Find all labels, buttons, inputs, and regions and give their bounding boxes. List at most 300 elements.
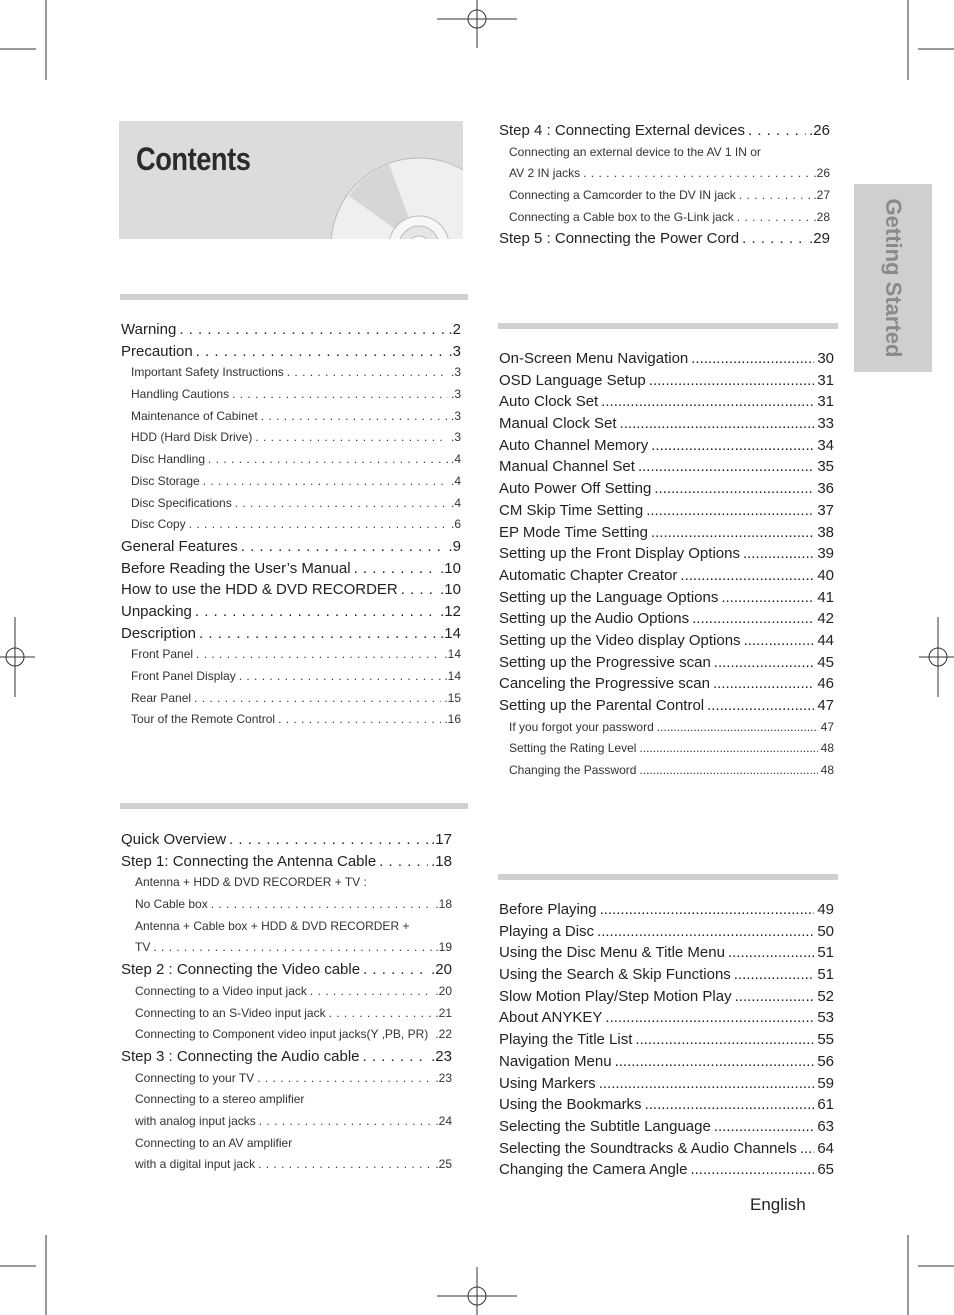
toc-section-external <box>499 120 830 250</box>
toc-entry-page: .3 <box>450 365 461 380</box>
toc-entry <box>121 601 461 623</box>
toc-entry-title: Connecting to an S-Video input jack <box>135 1005 326 1020</box>
page-title: Contents <box>136 141 251 177</box>
toc-entry-page: .16 <box>444 712 461 727</box>
toc-section-setup <box>121 319 461 731</box>
toc-leader-dots <box>680 565 814 587</box>
toc-entry <box>499 652 834 674</box>
toc-entry-title: Selecting the Soundtracks & Audio Channels <box>499 1139 797 1157</box>
toc-entry-page: .29 <box>809 230 830 248</box>
toc-section-connecting <box>121 829 452 1176</box>
toc-leader-dots <box>728 942 814 964</box>
toc-leader-dots <box>195 601 437 623</box>
toc-leader-dots <box>211 894 433 916</box>
toc-entry-page: 51 <box>817 944 834 962</box>
toc-entry <box>121 514 461 536</box>
toc-entry-title: Connecting a Camcorder to the DV IN jack <box>509 188 736 203</box>
toc-entry-page: 53 <box>817 1009 834 1027</box>
toc-leader-dots <box>714 652 815 674</box>
toc-leader-dots <box>583 163 810 185</box>
toc-entry <box>499 695 834 717</box>
toc-leader-dots <box>692 608 814 630</box>
toc-entry-title: Setting up the Parental Control <box>499 697 705 714</box>
toc-leader-dots <box>721 587 814 609</box>
toc-entry <box>499 522 834 544</box>
toc-entry-page: .2 <box>448 321 461 338</box>
toc-entry <box>499 120 830 142</box>
toc-entry <box>121 1024 452 1046</box>
toc-entry-title: Setting up the Progressive scan <box>499 653 711 671</box>
toc-leader-dots <box>654 478 814 500</box>
toc-entry <box>121 341 461 363</box>
toc-entry-title: Using Markers <box>499 1074 596 1092</box>
toc-entry-title: General Features <box>121 537 238 555</box>
language-label: English <box>750 1195 806 1214</box>
toc-entry-page: .9 <box>448 537 461 555</box>
section-tab-label: Getting Started <box>881 198 906 358</box>
toc-entry-page: 64 <box>817 1139 834 1157</box>
toc-entry <box>121 362 461 384</box>
disc-icon <box>329 156 463 239</box>
toc-entry-page: 55 <box>817 1031 834 1049</box>
toc-entry <box>121 894 452 916</box>
toc-section-playback <box>499 899 834 1181</box>
toc-entry <box>121 981 452 1003</box>
toc-leader-dots <box>255 427 448 449</box>
toc-leader-dots <box>232 384 448 406</box>
toc-leader-dots <box>329 1003 433 1025</box>
toc-entry-title: Setting up the Audio Options <box>499 610 690 628</box>
toc-entry <box>499 717 834 739</box>
toc-entry-page: .3 <box>450 387 461 402</box>
toc-entry-title: Selecting the Subtitle Language <box>499 1117 711 1135</box>
toc-entry-page: .23 <box>431 1047 452 1065</box>
toc-entry-page: .20 <box>435 983 452 998</box>
toc-entry-title: Connecting to an AV amplifier <box>135 1135 293 1150</box>
toc-leader-dots <box>748 120 806 142</box>
toc-entry-page: 31 <box>817 393 834 411</box>
toc-entry <box>121 916 452 938</box>
toc-leader-dots <box>310 981 432 1003</box>
toc-entry-page: .26 <box>809 122 830 139</box>
toc-leader-dots <box>605 1007 814 1029</box>
toc-leader-dots <box>744 630 815 652</box>
toc-leader-dots <box>354 558 438 580</box>
toc-leader-dots <box>196 644 441 666</box>
toc-leader-dots <box>620 413 815 435</box>
toc-entry-title: Rear Panel <box>131 690 192 705</box>
toc-leader-dots <box>153 937 432 959</box>
toc-entry <box>499 1116 834 1138</box>
toc-leader-dots <box>707 695 814 717</box>
toc-leader-dots <box>235 493 448 515</box>
toc-entry-title: Using the Bookmarks <box>499 1096 642 1114</box>
toc-entry-page: .18 <box>431 852 452 870</box>
toc-entry <box>499 142 830 164</box>
toc-entry-page: .3 <box>448 342 461 360</box>
toc-entry-title: Before Reading the User’s Manual <box>121 559 351 577</box>
toc-leader-dots <box>287 362 448 384</box>
toc-entry-page: .14 <box>444 669 461 683</box>
toc-leader-dots <box>615 1051 815 1073</box>
toc-leader-dots <box>401 579 437 601</box>
toc-entry-title: Unpacking <box>121 602 192 620</box>
toc-entry-page: .4 <box>450 452 461 467</box>
toc-entry <box>499 163 830 185</box>
toc-entry-page: 42 <box>817 610 834 628</box>
toc-leader-dots <box>651 435 814 457</box>
toc-entry-page: .18 <box>435 897 452 912</box>
toc-entry <box>499 456 834 478</box>
toc-entry <box>499 1073 834 1095</box>
toc-entry-title: Warning <box>121 321 177 338</box>
toc-entry-title: Before Playing <box>499 901 597 918</box>
toc-entry <box>121 558 461 580</box>
toc-entry-title: Using the Disc Menu & Title Menu <box>499 944 725 962</box>
toc-entry-title: Connecting to a stereo amplifier <box>135 1092 305 1107</box>
toc-entry <box>499 964 834 986</box>
toc-entry-title: If you forgot your password <box>509 719 654 734</box>
toc-entry-page: 61 <box>817 1096 834 1114</box>
toc-leader-dots <box>742 228 806 250</box>
toc-leader-dots <box>600 899 815 921</box>
toc-entry-page: 56 <box>817 1052 834 1070</box>
toc-entry-title: TV <box>135 940 151 955</box>
toc-entry-title: with analog input jacks <box>135 1113 256 1128</box>
toc-entry <box>499 348 834 370</box>
toc-leader-dots <box>691 348 814 370</box>
toc-entry-page: 45 <box>817 653 834 671</box>
toc-entry-page: 40 <box>817 566 834 584</box>
toc-entry-page: 52 <box>817 987 834 1005</box>
toc-entry-page: 31 <box>817 371 834 389</box>
toc-entry-title: Disc Specifications <box>131 495 232 510</box>
toc-leader-dots <box>431 1024 432 1046</box>
toc-entry <box>499 986 834 1008</box>
toc-entry-title: Using the Search & Skip Functions <box>499 966 731 984</box>
toc-leader-dots <box>735 986 815 1008</box>
toc-entry-page: 37 <box>817 501 834 519</box>
toc-entry <box>499 1094 834 1116</box>
toc-leader-dots <box>194 688 441 710</box>
toc-entry <box>499 500 834 522</box>
toc-leader-dots <box>363 959 428 981</box>
toc-leader-dots <box>196 341 446 363</box>
toc-entry-title: On-Screen Menu Navigation <box>499 350 689 367</box>
toc-entry-title: Canceling the Progressive scan <box>499 675 710 693</box>
toc-entry-page: 51 <box>817 966 834 984</box>
toc-entry-page: .10 <box>440 559 461 577</box>
toc-entry <box>499 630 834 652</box>
toc-entry <box>121 937 452 959</box>
toc-leader-dots <box>645 1094 815 1116</box>
toc-entry-page: 30 <box>817 350 834 367</box>
toc-leader-dots <box>639 738 817 760</box>
toc-entry-title: Step 5 : Connecting the Power Cord <box>499 230 740 248</box>
toc-entry-title: Navigation Menu <box>499 1052 612 1070</box>
toc-entry-title: Disc Storage <box>131 473 200 488</box>
toc-entry-page: 34 <box>817 436 834 454</box>
toc-entry-title: Quick Overview <box>121 831 227 848</box>
toc-entry <box>121 1089 452 1111</box>
toc-entry <box>121 536 461 558</box>
toc-leader-dots <box>199 623 437 645</box>
toc-entry-title: Changing the Password <box>509 763 637 778</box>
toc-entry <box>121 709 461 731</box>
toc-entry <box>499 1029 834 1051</box>
toc-entry <box>499 228 830 250</box>
toc-leader-dots <box>635 1029 814 1051</box>
toc-entry-page: .12 <box>440 602 461 620</box>
toc-entry <box>499 738 834 760</box>
toc-entry <box>499 413 834 435</box>
toc-entry <box>121 1046 452 1068</box>
toc-entry-title: Setting up the Video display Options <box>499 631 741 649</box>
toc-entry <box>121 493 461 515</box>
toc-entry-page: .15 <box>444 690 461 705</box>
section-divider <box>120 294 468 300</box>
toc-entry-title: Connecting a Cable box to the G-Link jack <box>509 209 734 224</box>
toc-leader-dots <box>739 185 811 207</box>
toc-entry <box>499 1159 834 1181</box>
toc-entry-page: 39 <box>817 545 834 563</box>
toc-entry-title: Connecting to your TV <box>135 1070 255 1085</box>
toc-entry-page: .4 <box>450 495 461 510</box>
toc-leader-dots <box>257 1068 432 1090</box>
toc-leader-dots <box>597 921 814 943</box>
toc-entry-page: .28 <box>813 209 830 224</box>
toc-entry <box>499 608 834 630</box>
toc-entry-page: .20 <box>431 961 452 979</box>
toc-entry-title: Manual Clock Set <box>499 415 617 433</box>
toc-entry-title: Antenna + HDD & DVD RECORDER + TV : <box>135 875 367 890</box>
toc-entry <box>121 829 452 851</box>
toc-entry-page: 35 <box>817 458 834 476</box>
toc-entry-title: Setting up the Language Options <box>499 588 719 606</box>
toc-entry-title: EP Mode Time Setting <box>499 523 648 541</box>
toc-entry <box>121 1111 452 1133</box>
toc-entry-page: .25 <box>435 1157 452 1172</box>
toc-entry <box>499 587 834 609</box>
toc-entry-title: with a digital input jack <box>135 1157 256 1172</box>
section-tab <box>854 184 932 372</box>
toc-entry-title: Step 2 : Connecting the Video cable <box>121 961 361 979</box>
toc-entry-page: .14 <box>440 624 461 642</box>
toc-entry-title: Step 1: Connecting the Antenna Cable <box>121 852 377 870</box>
toc-entry-page: .23 <box>435 1070 452 1085</box>
toc-entry-page: 63 <box>817 1117 834 1135</box>
toc-entry-page: 49 <box>817 901 834 918</box>
toc-entry-page: .19 <box>435 940 452 955</box>
toc-entry-title: Front Panel <box>131 647 194 662</box>
toc-entry <box>121 1133 452 1155</box>
toc-entry-title: Changing the Camera Angle <box>499 1161 688 1179</box>
toc-entry-title: Connecting an external device to the AV 1 IN or <box>509 144 761 159</box>
toc-entry-title: HDD (Hard Disk Drive) <box>131 430 253 445</box>
toc-leader-dots <box>601 391 814 413</box>
toc-entry-title: Auto Clock Set <box>499 393 599 411</box>
toc-entry-title: Disc Handling <box>131 452 206 467</box>
toc-leader-dots <box>278 709 441 731</box>
toc-entry-page: .6 <box>450 517 461 532</box>
toc-entry-title: Auto Power Off Setting <box>499 480 652 498</box>
toc-entry-page: 44 <box>817 631 834 649</box>
toc-entry <box>121 644 461 666</box>
toc-entry-page: .4 <box>450 473 461 488</box>
toc-entry-title: Front Panel Display <box>131 669 236 683</box>
toc-entry-page: .17 <box>431 831 452 848</box>
toc-leader-dots <box>379 851 428 873</box>
toc-entry <box>121 1068 452 1090</box>
toc-leader-dots <box>229 829 428 851</box>
toc-entry-title: Important Safety Instructions <box>131 365 284 380</box>
toc-entry-page: .14 <box>444 647 461 662</box>
toc-entry <box>121 319 461 341</box>
toc-entry-page: .22 <box>435 1027 452 1042</box>
toc-entry <box>121 851 452 873</box>
toc-entry-title: Automatic Chapter Creator <box>499 566 678 584</box>
toc-entry-title: Connecting to Component video input jacks(Y ,PB, PR) <box>135 1027 429 1042</box>
toc-leader-dots <box>713 673 814 695</box>
toc-entry <box>121 1003 452 1025</box>
toc-entry <box>121 579 461 601</box>
toc-leader-dots <box>258 1154 432 1176</box>
toc-leader-dots <box>203 471 448 493</box>
toc-entry-title: Playing a Disc <box>499 922 595 940</box>
toc-entry <box>499 1051 834 1073</box>
toc-leader-dots <box>239 666 442 688</box>
toc-entry <box>121 688 461 710</box>
toc-leader-dots <box>657 717 818 739</box>
toc-entry <box>499 435 834 457</box>
toc-leader-dots <box>179 319 445 341</box>
toc-entry <box>499 1007 834 1029</box>
toc-entry-page: 48 <box>820 741 834 756</box>
toc-entry-title: Step 3 : Connecting the Audio cable <box>121 1047 360 1065</box>
title-banner <box>119 121 463 239</box>
toc-entry-page: 33 <box>817 415 834 433</box>
toc-entry <box>499 370 834 392</box>
toc-entry <box>499 478 834 500</box>
toc-entry <box>499 565 834 587</box>
toc-entry <box>121 1154 452 1176</box>
toc-leader-dots <box>599 1073 815 1095</box>
toc-leader-dots <box>189 514 448 536</box>
toc-entry-page: 36 <box>817 480 834 498</box>
toc-leader-dots <box>241 536 446 558</box>
toc-entry <box>499 185 830 207</box>
toc-entry-title: About ANYKEY <box>499 1009 603 1027</box>
toc-leader-dots <box>649 370 815 392</box>
toc-entry <box>499 207 830 229</box>
toc-entry-page: 47 <box>820 719 834 734</box>
toc-leader-dots <box>639 760 817 782</box>
toc-entry-page: 46 <box>817 675 834 693</box>
toc-entry <box>121 872 452 894</box>
toc-entry-page: 65 <box>817 1161 834 1179</box>
toc-entry-title: Step 4 : Connecting External devices <box>499 122 745 139</box>
toc-entry-title: How to use the HDD & DVD RECORDER <box>121 581 398 599</box>
toc-entry-page: .26 <box>813 166 830 181</box>
toc-entry <box>499 543 834 565</box>
toc-entry-title: Manual Channel Set <box>499 458 635 476</box>
toc-entry-page: .3 <box>450 430 461 445</box>
toc-entry <box>499 1138 834 1160</box>
toc-entry-page: 47 <box>817 697 834 714</box>
toc-entry-page: 59 <box>817 1074 834 1092</box>
toc-entry-page: 48 <box>820 763 834 778</box>
toc-entry <box>499 942 834 964</box>
toc-entry <box>121 623 461 645</box>
section-divider <box>498 323 838 329</box>
toc-leader-dots <box>743 543 814 565</box>
section-divider <box>120 803 468 809</box>
toc-entry-page: 50 <box>817 922 834 940</box>
toc-entry <box>121 406 461 428</box>
toc-entry-title: Connecting to a Video input jack <box>135 983 307 998</box>
toc-entry-title: OSD Language Setup <box>499 371 646 389</box>
toc-entry-title: Setting the Rating Level <box>509 741 637 756</box>
toc-entry <box>121 471 461 493</box>
toc-entry-title: Playing the Title List <box>499 1031 633 1049</box>
toc-leader-dots <box>638 456 814 478</box>
toc-entry-title: CM Skip Time Setting <box>499 501 644 519</box>
toc-leader-dots <box>259 1111 433 1133</box>
toc-entry-title: AV 2 IN jacks <box>509 166 581 181</box>
toc-entry <box>499 921 834 943</box>
toc-entry-page: .21 <box>435 1005 452 1020</box>
toc-entry-page: .3 <box>450 408 461 423</box>
toc-entry-title: Description <box>121 624 197 642</box>
toc-leader-dots <box>690 1159 814 1181</box>
toc-leader-dots <box>651 522 814 544</box>
toc-entry <box>499 899 834 921</box>
toc-section-system-setup <box>499 348 834 782</box>
toc-leader-dots <box>800 1138 815 1160</box>
toc-entry-title: Disc Copy <box>131 517 186 532</box>
toc-entry <box>499 391 834 413</box>
toc-entry-title: Antenna + Cable box + HDD & DVD RECORDER + <box>135 918 410 933</box>
toc-leader-dots <box>737 207 811 229</box>
toc-entry <box>121 384 461 406</box>
toc-entry-title: Handling Cautions <box>131 387 230 402</box>
toc-leader-dots <box>208 449 448 471</box>
toc-entry-title: Slow Motion Play/Step Motion Play <box>499 987 732 1005</box>
toc-entry <box>499 673 834 695</box>
toc-leader-dots <box>261 406 448 428</box>
toc-entry <box>121 666 461 688</box>
toc-leader-dots <box>646 500 814 522</box>
toc-entry-title: Tour of the Remote Control <box>131 712 276 727</box>
toc-entry-title: Maintenance of Cabinet <box>131 408 258 423</box>
toc-entry <box>121 427 461 449</box>
toc-entry <box>121 959 452 981</box>
toc-entry-title: Precaution <box>121 342 193 360</box>
toc-entry-page: .10 <box>440 581 461 599</box>
toc-entry-page: .24 <box>435 1113 452 1128</box>
toc-leader-dots <box>734 964 815 986</box>
toc-entry-page: .27 <box>813 188 830 203</box>
toc-leader-dots <box>363 1046 429 1068</box>
toc-entry-page: 38 <box>817 523 834 541</box>
toc-entry <box>499 760 834 782</box>
toc-entry-title: Auto Channel Memory <box>499 436 649 454</box>
toc-entry-title: Setting up the Front Display Options <box>499 545 740 563</box>
toc-entry <box>121 449 461 471</box>
toc-entry-page: 41 <box>817 588 834 606</box>
toc-entry-title: No Cable box <box>135 897 208 912</box>
toc-leader-dots <box>714 1116 814 1138</box>
